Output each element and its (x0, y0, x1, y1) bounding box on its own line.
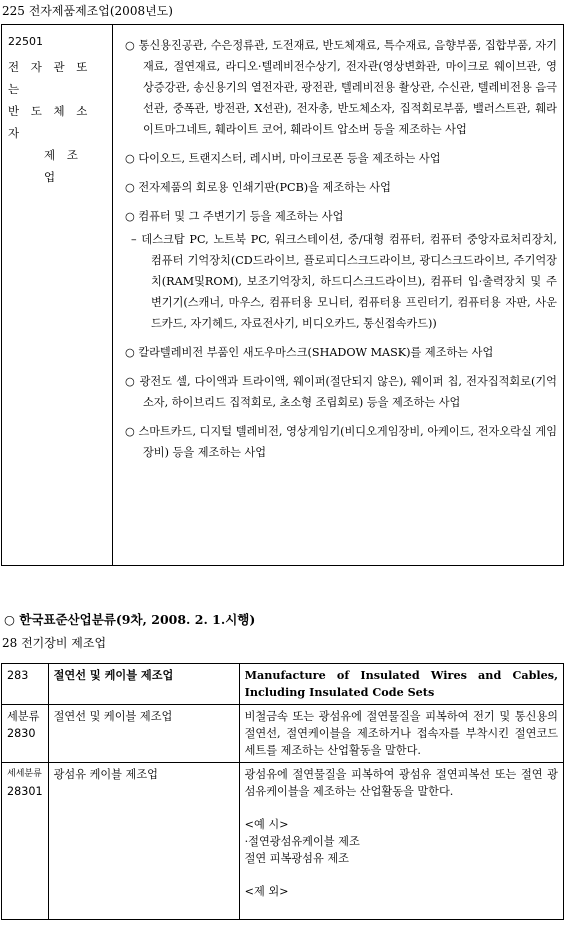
desc-cell: 비철금속 또는 광섬유에 절연물질을 피복하여 전기 및 통신용의 절연선, 절연케이블을 제조하거나 접속자를 부착시킨 절연코드 세트를 제조하는 산업활동을 말한다. (239, 705, 563, 763)
industry-name-line: 반 도 체 소 자 (8, 104, 92, 140)
example-item: ·절연광섬유케이블 제조 (244, 835, 360, 848)
name-cell: 광섬유 케이블 제조업 (48, 763, 239, 920)
description-item: ○ 다이오드, 트랜지스터, 레시버, 마이크로폰 등을 제조하는 사업 (125, 152, 441, 165)
table-row (2, 705, 564, 763)
code-cell (2, 25, 113, 566)
code-cell (2, 763, 49, 920)
desc-text: 광섬유에 절연물질을 피복하여 광섬유 절연피복선 또는 절연 광섬유케이블을 제조하는 산업활동을 말한다. (244, 768, 558, 798)
description-item: ○ 스마트카드, 디지털 텔레비전, 영상게임기(비디오게임장비, 아케이드, 전자오락실 게임장비) 등을 제조하는 사업 (125, 425, 557, 459)
code-value: 2830 (7, 727, 36, 740)
ksic-heading: ○ 한국표준산업분류(9차, 2008. 2. 1.시행) (4, 612, 256, 627)
code-cell (2, 705, 49, 763)
name-cell: 절연선 및 케이블 제조업 (48, 664, 239, 705)
industry-table-2008 (1, 24, 564, 566)
industry-name-line: 제 조 업 (44, 148, 82, 184)
exclusion-label: <제 외> (244, 885, 289, 898)
description-subitem: – 데스크탑 PC, 노트북 PC, 워크스테이션, 중/대형 컴퓨터, 컴퓨터 중앙자료처리장치, 컴퓨터 기억장치(CD드라이브, 플로피디스크드라이브, 광디스크드라이브, 주기억장치(RAM및ROM), 보조기억장치, 하드디스크드라이브), 컴퓨터 입·출력장치 및 주변기기(스캐너, 마우스, 컴퓨터용 모니터, 컴퓨터용 프린터기, 컴퓨터용 자판, 사운드카드, 자기헤드, 자료전사기, 비디오카드, 통신접속카드)) (131, 233, 557, 330)
description-item: ○ 전자제품의 회로용 인쇄기판(PCB)을 제조하는 사업 (125, 181, 391, 194)
code-label: 세분류 (7, 710, 40, 723)
industry-name (8, 56, 103, 188)
example-item: 절연 피복광섬유 제조 (244, 852, 349, 865)
description-cell (113, 25, 564, 566)
desc-cell: Manufacture of Insulated Wires and Cables, Including Insulated Code Sets (239, 664, 563, 705)
ksic-table (1, 663, 564, 920)
desc-cell (239, 763, 563, 920)
code-cell: 283 (2, 664, 49, 705)
industry-name-line: 전 자 관 또 는 (8, 60, 92, 96)
description-item: ○ 통신용진공관, 수은정류관, 도전재료, 반도체재료, 특수재료, 음향부품, 집합부품, 자기재료, 절연재료, 라디오·텔레비전수상기, 전자관(영상변화관, 마이크로 웨이브관, 영상증강관, 송신용기의 열전자관, 광전관, 텔레비전용 촬상관, 수신관, 텔레비전용 음극선관, 중폭관, 방전관, X선관), 전자총, 반도체소자, 집적회로부품, 밸러스트관, 훼라이트마그네트, 훼라이트 코어, 훼라이트 압소버 등을 제조하는 사업 (125, 39, 557, 136)
code-label: 세세분류 (7, 769, 42, 779)
table-row (2, 763, 564, 920)
table-row (2, 664, 564, 705)
description-item: ○ 컴퓨터 및 그 주변기기 등을 제조하는 사업 (125, 210, 344, 223)
code-value: 28301 (7, 785, 43, 798)
description-item: ○ 칼라텔레비전 부품인 새도우마스크(SHADOW MASK)를 제조하는 사업 (125, 346, 494, 359)
division-heading: 28 전기장비 제조업 (2, 636, 107, 650)
example-label: <예 시> (244, 818, 289, 831)
name-cell: 절연선 및 케이블 제조업 (48, 705, 239, 763)
industry-code: 22501 (8, 35, 43, 48)
description-item: ○ 광전도 셀, 다이액과 트라이액, 웨이퍼(절단되지 않은), 웨이퍼 칩, 전자집적회로(기억소자, 하이브리드 집적회로, 초소형 조립회로) 등을 제조하는 사업 (125, 375, 557, 409)
section-title: 225 전자제품제조업(2008년도) (2, 4, 173, 18)
